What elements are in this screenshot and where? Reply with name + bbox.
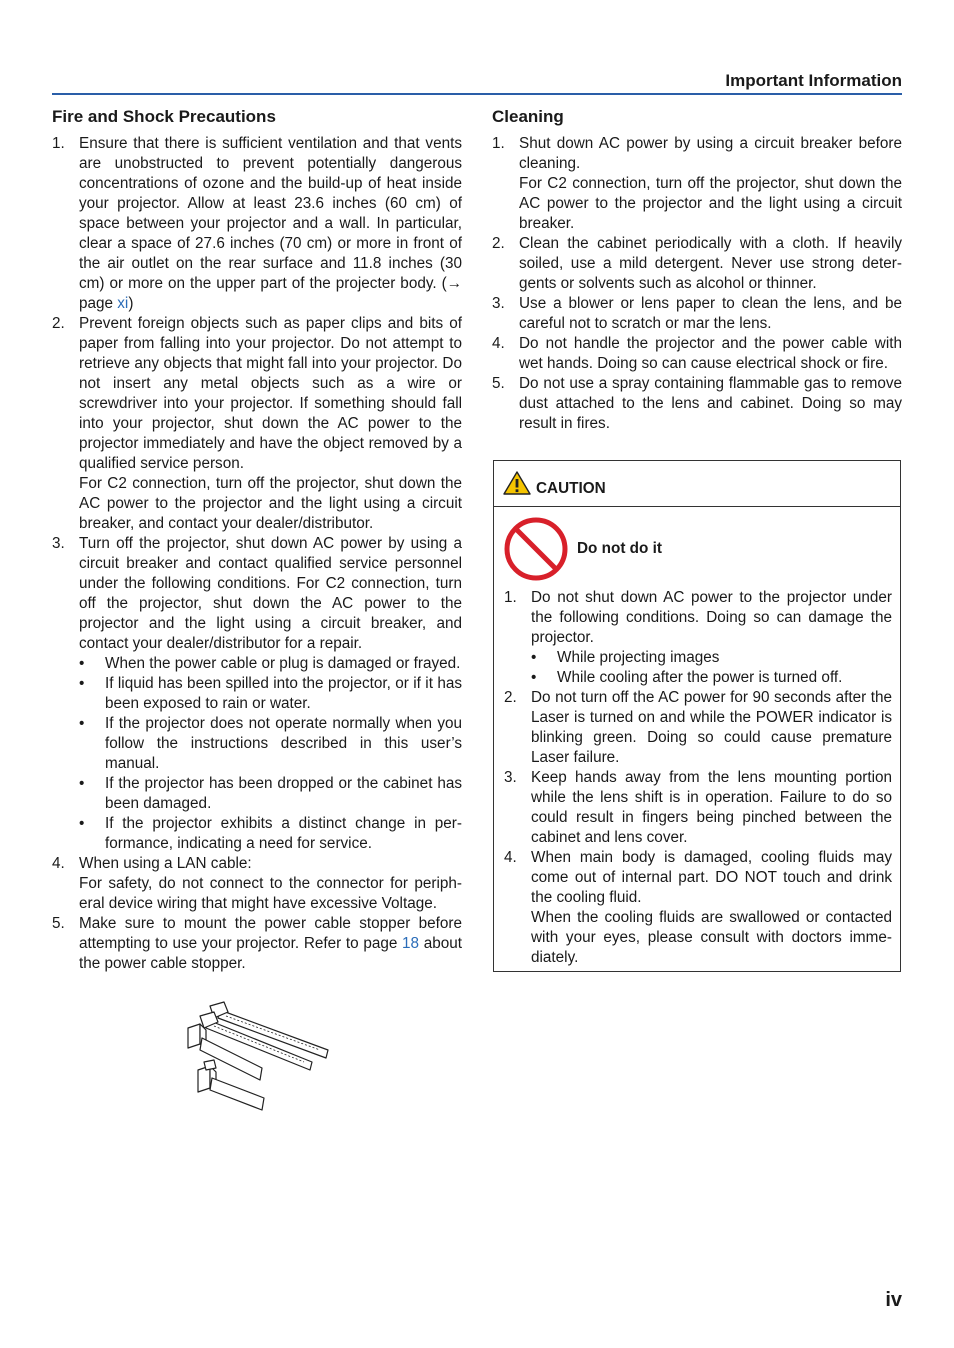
list-item <box>52 914 462 974</box>
bullet-dot: • <box>79 715 85 732</box>
item-text: Keep hands away from the lens mounting portion while the lens shift is in operation. Failure to do so could result in fingers being pinched between the cabinet and lens cover. <box>531 769 892 846</box>
item-text-end: ) <box>128 295 134 312</box>
fire-shock-section <box>52 107 462 974</box>
list-item <box>52 854 462 914</box>
item-number: 1. <box>52 135 65 152</box>
bullet-item <box>79 774 462 814</box>
list-item <box>504 768 892 848</box>
item-continuation: For C2 connection, turn off the projector, shut down the AC power to the projector and the light using a circuit breaker, and contact your dealer/distributor. <box>79 475 462 532</box>
item-number: 1. <box>492 135 505 152</box>
item-number: 4. <box>504 849 517 866</box>
prohibition-icon <box>503 516 569 582</box>
item-text: Prevent foreign objects such as paper clips and bits of paper from falling into your projector. Do not attempt to retrieve any objects that might fall into your projector. Do not insert any metal objects such as a wire or screwdriver into your projector. If something should fall into your projector, shut down the AC power to the projector immediately and have the object removed by a qualified service person. <box>79 315 462 472</box>
list-item <box>492 374 902 434</box>
list-item <box>504 688 892 768</box>
list-item <box>492 334 902 374</box>
item-number: 4. <box>492 335 505 352</box>
caution-box <box>493 460 901 972</box>
bullet-dot: • <box>531 669 537 686</box>
bullet-item <box>79 714 462 774</box>
item-text-end: about the power cable stopper. <box>79 935 463 972</box>
list-item <box>504 588 892 688</box>
bullet-text: If the projector has been dropped or the cabinet has been damaged. <box>105 775 462 812</box>
item-text: When using a LAN cable: <box>79 855 252 872</box>
caution-list <box>504 588 892 968</box>
list-item <box>52 534 462 854</box>
bullet-text: If the projector exhibits a distinct change in performance, indicating a need for service. <box>105 815 462 852</box>
item-number: 3. <box>52 535 65 552</box>
item-number: 5. <box>492 375 505 392</box>
page-link-xi[interactable]: xi <box>117 295 129 312</box>
bullet-item <box>79 814 462 854</box>
bullet-text: If liquid has been spilled into the projector, or if it has been exposed to rain or water. <box>105 675 462 712</box>
list-item <box>504 848 892 968</box>
bullet-dot: • <box>531 649 537 666</box>
caution-list-wrap <box>504 588 892 968</box>
cleaning-list <box>492 134 902 434</box>
bullet-dot: • <box>79 655 85 672</box>
caution-label: CAUTION <box>536 480 606 497</box>
bullet-item <box>79 674 462 714</box>
bullet-text: If the projector does not operate normally when you follow the instructions described in this user’s manual. <box>105 715 462 772</box>
item-text: When main body is damaged, cooling fluids may come out of internal part. DO NOT touch and drink the cooling fluid. <box>531 849 892 906</box>
list-item <box>52 134 462 314</box>
do-not-label: Do not do it <box>577 540 662 557</box>
item-number: 5. <box>52 915 65 932</box>
bullet-dot: • <box>79 675 85 692</box>
cleaning-section <box>492 107 902 434</box>
item-text: Shut down AC power by using a circuit breaker before cleaning. <box>519 135 902 172</box>
item-continuation: When the cooling fluids are swallowed or contacted with your eyes, please consult with doctors immediately. <box>531 909 892 966</box>
item-number: 1. <box>504 589 517 606</box>
list-item <box>492 234 902 294</box>
item-number: 2. <box>492 235 505 252</box>
item-continuation: For safety, do not connect to the connector for peripheral device wiring that might have excessive Voltage. <box>79 875 462 912</box>
item-text: Do not use a spray containing flammable gas to remove dust attached to the lens and cabinet. Doing so may result in fires. <box>519 375 902 432</box>
item-text: Clean the cabinet periodically with a cloth. If heavily soiled, use a mild detergent. Never use strong detergents or solvents such as alcohol or thinner. <box>519 235 902 292</box>
header-rule <box>52 93 902 95</box>
list-item <box>492 294 902 334</box>
fire-shock-title: Fire and Shock Precautions <box>52 107 276 126</box>
fire-shock-list <box>52 134 462 974</box>
item-text: Ensure that there is sufficient ventilation and that vents are unobstructed to prevent potentially dangerous concentrations of ozone and the build-up of heat inside your projector. Allow at least 23.6 inches (60 cm) of space between your projector and a wall. In particular, clear a space of 27.6 inches (70 cm) or more in front of the air outlet on the rear surface and 11.8 inches (30 cm) or more on the upper part of the projecter body. (→ page <box>79 135 462 312</box>
item-number: 2. <box>52 315 65 332</box>
bullet-dot: • <box>79 775 85 792</box>
item-text: Do not turn off the AC power for 90 seconds after the Laser is turned on and while the POWER indicator is blinking green. Doing so could cause premature Laser failure. <box>531 689 892 766</box>
item-text: Make sure to mount the power cable stopper before attempting to use your projector. Refer to page <box>79 915 462 952</box>
cleaning-title: Cleaning <box>492 107 564 126</box>
bullet-list <box>79 654 462 854</box>
page-number: iv <box>885 1289 902 1311</box>
bullet-text: When the power cable or plug is damaged or frayed. <box>105 655 461 672</box>
bullet-item <box>79 654 462 674</box>
cable-stopper-icon <box>180 998 340 1113</box>
caution-header <box>494 461 900 507</box>
list-item <box>52 314 462 534</box>
bullet-list <box>531 648 892 688</box>
header-title: Important Information <box>725 71 902 90</box>
page-link-18[interactable]: 18 <box>402 935 420 952</box>
bullet-text: While cooling after the power is turned off. <box>557 669 843 686</box>
list-item <box>492 134 902 234</box>
cable-stopper-illustration <box>180 998 340 1118</box>
item-number: 2. <box>504 689 517 706</box>
warning-triangle-icon <box>503 471 531 495</box>
item-text: Use a blower or lens paper to clean the lens, and be careful not to scratch or mar the lens. <box>519 295 902 332</box>
bullet-text: While projecting images <box>557 649 720 666</box>
bullet-item <box>531 668 892 688</box>
item-number: 3. <box>504 769 517 786</box>
item-number: 3. <box>492 295 505 312</box>
item-text: Do not shut down AC power to the projector under the following conditions. Doing so can damage the projector. <box>531 589 892 646</box>
item-number: 4. <box>52 855 65 872</box>
bullet-dot: • <box>79 815 85 832</box>
bullet-item <box>531 648 892 668</box>
item-text: Turn off the projector, shut down AC power by using a circuit breaker and contact qualified service personnel under the following conditions. For C2 connection, turn off the projector, shut down the AC power to the projector and the light using a circuit breaker, and contact your dealer/distributor for a repair. <box>79 535 462 652</box>
item-text: Do not handle the projector and the power cable with wet hands. Doing so can cause electrical shock or fire. <box>519 335 902 372</box>
item-continuation: For C2 connection, turn off the projector, shut down the AC power to the projector and the light using a circuit breaker. <box>519 175 902 232</box>
